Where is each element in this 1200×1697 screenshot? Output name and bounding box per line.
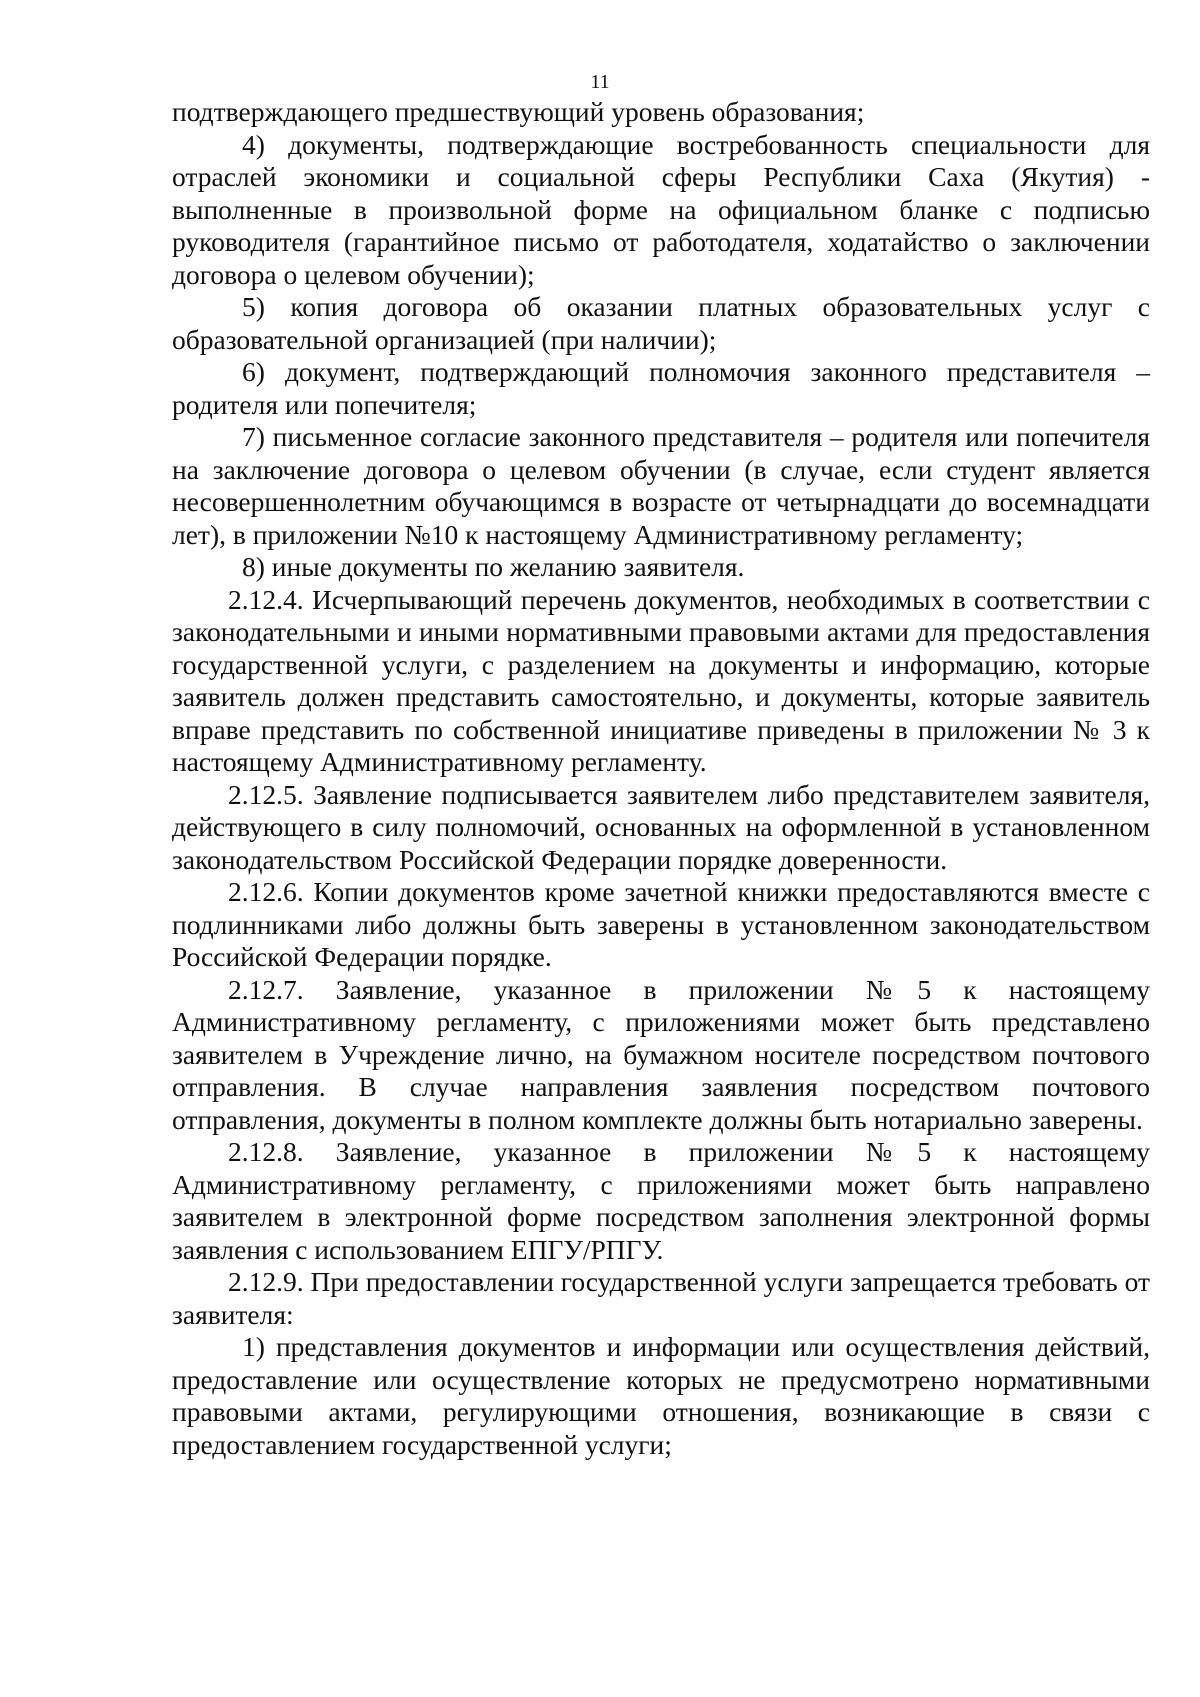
document-body [172,96,1150,1461]
clause-2-12-9: 2.12.9. При предоставлении государственной услуги запрещается требовать от заявителя: [172,1266,1151,1330]
clause-2-12-6: 2.12.6. Копии документов кроме зачетной книжки предоставляются вместе с подлинниками либо должны быть заверены в установленном законодательством Российской Федерации порядке. [172,876,1150,972]
clause-2-12-7: 2.12.7. Заявление, указанное в приложении №5 к настоящему Административному регламенту, с приложениями может быть представлено заявителем в Учреждение лично, на бумажном носителе посредством почтового отправления. В случае направления заявления посредством почтового отправления, документы в полном комплекте должны быть нотариально заверены. [172,973,1150,1135]
list-item-4: 4) документы, подтверждающие востребованность специальности для отраслей экономики и социальной сферы Республики Саха (Якутия) - выполненные в произвольной форме на официальном бланке с подписью руководителя (гарантийное письмо от работодателя, ходатайство о заключении договора о целевом обучении); [172,128,1150,290]
clause-2-12-8: 2.12.8. Заявление, указанное в приложении №5 к настоящему Административному регламенту, с приложениями может быть направлено заявителем в электронной форме посредством заполнения электронной формы заявления с использованием ЕПГУ/РПГУ. [172,1136,1150,1265]
list-item-8: 8) иные документы по желанию заявителя. [242,551,745,582]
clause-2-12-4: 2.12.4. Исчерпывающий перечень документов, необходимых в соответствии с законодательными и иными нормативными правовыми актами для предоставления государственной услуги, с разделением на документы и информацию, которые заявитель должен представить самостоятельно, и документы, которые заявитель вправе представить по собственной инициативе приведены в приложении № 3 к настоящему Административному регламенту. [172,583,1150,777]
page-number: 11 [590,71,610,93]
clause-2-12-5: 2.12.5. Заявление подписывается заявителем либо представителем заявителя, действующего в силу полномочий, основанных на оформленной в установленном законодательством Российской Федерации порядке доверенности. [172,778,1150,875]
list-item-1: 1) представления документов и информации или осуществления действий, предоставление или осуществление которых не предусмотрено нормативными правовыми актами, регулирующими отношения, возникающие в связи с предоставлением государственной услуги; [172,1331,1150,1460]
list-item-7: 7) письменное согласие законного представителя – родителя или попечителя на заключение договора о целевом обучении (в случае, если студент является несовершеннолетним обучающимся в возрасте от четырнадцати до восемнадцати лет), в приложении №10 к настоящему Административному регламенту; [172,421,1150,550]
list-item-6: 6) документ, подтверждающий полномочия законного представителя – родителя или попечителя; [172,356,1150,420]
paragraph-continuation: подтверждающего предшествующий уровень образования; [172,96,865,127]
list-item-5: 5) копия договора об оказании платных образовательных услуг с образовательной организацией (при наличии); [172,291,1150,355]
